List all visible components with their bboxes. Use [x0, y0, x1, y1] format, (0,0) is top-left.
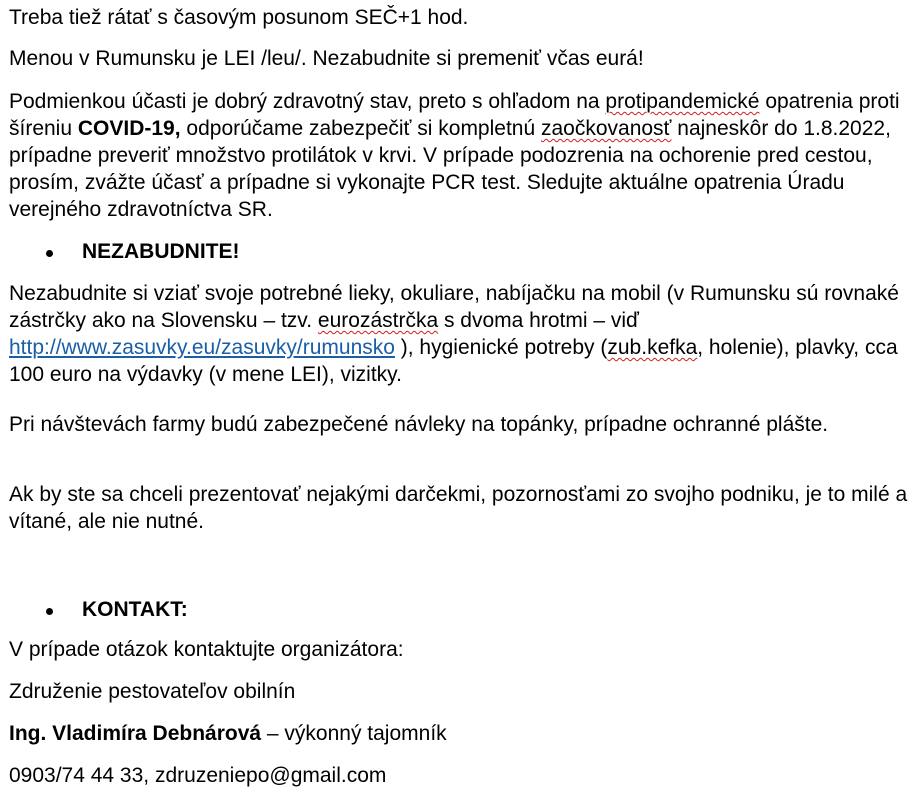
bullet-dot-icon	[46, 608, 53, 615]
bullet-dot-icon	[46, 250, 53, 257]
bullet-heading-label: NEZABUDNITE!	[82, 240, 240, 263]
paragraph-gifts: Ak by ste sa chceli prezentovať nejakými darčekmi, pozornosťami zo svojho podniku, je to milé a vítané, ale nie nutné.	[9, 483, 908, 533]
text-run: najneskôr do 1.8.2022, prípadne preveriť množstvo protilátok v krvi. V prípade podozrenia na ochorenie pred cestou, prosím, zvážte účasť a prípadne si vykonajte PCR test. Sledujte aktuálne opatrenia Úradu verejného zdravotníctva SR.	[9, 117, 891, 221]
paragraph-farm-visits: Pri návštevách farmy budú zabezpečené návleky na topánky, prípadne ochranné plášte.	[9, 413, 829, 436]
bullet-heading-label: KONTAKT:	[82, 598, 188, 621]
paragraph-contact-intro: V prípade otázok kontaktujte organizátora:	[9, 638, 404, 661]
paragraph-time-shift: Treba tiež rátať s časovým posunom SEČ+1 hod.	[9, 6, 469, 29]
misspelled-word: protipandemické	[605, 90, 760, 113]
paragraph-packing-list	[9, 280, 914, 388]
paragraph-organization: Združenie pestovateľov obilnín	[9, 680, 296, 703]
text-run: ), hygienické potreby (	[394, 336, 608, 359]
paragraph-contact-details: 0903/74 44 33, zdruzeniepo@gmail.com	[9, 764, 387, 787]
contact-name: Ing. Vladimíra Debnárová	[9, 722, 262, 745]
paragraph-health-conditions	[9, 88, 914, 223]
bold-text-covid: COVID-19,	[77, 117, 181, 140]
text-run: odporúčame zabezpečiť si kompletnú	[180, 117, 541, 140]
text-run: Nezabudnite si vziať svoje potrebné lieky, okuliare, nabíjačku na mobil (v Rumunsku sú rovnaké zástrčky ako na Slovensku – tzv.	[9, 282, 899, 332]
contact-role: – výkonný tajomník	[261, 722, 447, 745]
text-run: s dvoma hrotmi – viď	[438, 309, 639, 332]
text-run: , holenie), plavky, cca 100 euro na výdavky (v mene LEI), vizitky.	[9, 336, 898, 386]
misspelled-word: zaočkovanosť	[540, 117, 672, 140]
sockets-link[interactable]: http://www.zasuvky.eu/zasuvky/rumunsko	[9, 336, 395, 359]
misspelled-word: zub.kefka	[607, 336, 698, 359]
misspelled-word: eurozástrčka	[317, 309, 439, 332]
paragraph-contact-person	[9, 720, 447, 747]
paragraph-currency: Menou v Rumunsku je LEI /leu/. Nezabudnite si premeniť včas eurá!	[9, 47, 644, 70]
text-run: opatrenia proti šíreniu	[9, 90, 900, 140]
text-run: Podmienkou účasti je dobrý zdravotný stav, preto s ohľadom na	[9, 90, 606, 113]
